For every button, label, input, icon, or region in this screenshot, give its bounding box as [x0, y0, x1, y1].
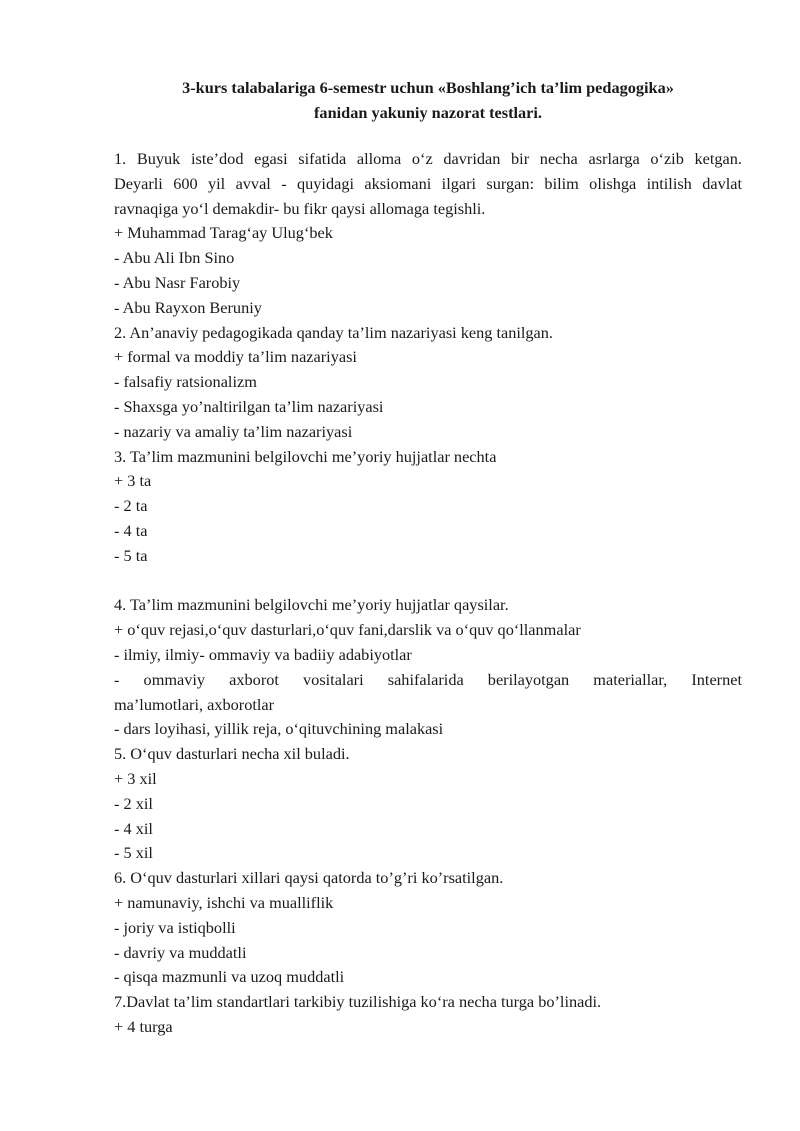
question-3-option-correct: + 3 ta [114, 471, 152, 491]
question-2-option: - Shaxsga yo’naltirilgan ta’lim nazariyasi [114, 396, 384, 416]
question-4-option-correct: + o‘quv rejasi,o‘quv dasturlari,o‘quv fani,darslik va o‘quv qo‘llanmalar [114, 620, 581, 640]
question-5-option: - 5 xil [114, 843, 153, 863]
question-4-text: 4. Ta’lim mazmunini belgilovchi me’yoriy hujjatlar qaysilar. [114, 595, 509, 615]
question-2-option-correct: + formal va moddiy ta’lim nazariyasi [114, 347, 357, 367]
question-1-text-line-1: 1. Buyuk iste’dod egasi sifatida alloma o‘z davridan bir necha asrlarga o‘zib ketgan. [114, 149, 742, 168]
paragraph-spacer [114, 569, 742, 594]
question-4-option: - ilmiy, ilmiy- ommaviy va badiiy adabiyotlar [114, 644, 412, 664]
question-6-option: - joriy va istiqbolli [114, 917, 236, 937]
question-5-option-correct: + 3 xil [114, 768, 157, 788]
question-4-option-continuation: ma’lumotlari, axborotlar [114, 694, 275, 714]
question-3-option: - 2 ta [114, 496, 148, 516]
question-4-option: - dars loyihasi, yillik reja, o‘qituvchining malakasi [114, 719, 444, 739]
question-1-option-correct: + Muhammad Tarag‘ay Ulug‘bek [114, 223, 333, 243]
question-1-option: - Abu Ali Ibn Sino [114, 248, 235, 268]
document-title-line-1: 3-kurs talabalariga 6-semestr uchun «Boshlang’ich ta’lim pedagogika» [182, 78, 674, 97]
question-2-text: 2. An’anaviy pedagogikada qanday ta’lim nazariyasi keng tanilgan. [114, 322, 553, 342]
question-3-option: - 5 ta [114, 545, 148, 565]
question-2-option: - falsafiy ratsionalizm [114, 372, 257, 392]
question-6-option: - qisqa mazmunli va uzoq muddatli [114, 967, 345, 987]
question-7-option-correct: + 4 turga [114, 1016, 173, 1036]
question-1-option: - Abu Rayxon Beruniy [114, 297, 262, 317]
test-content [114, 147, 742, 1040]
question-6-text: 6. O‘quv dasturlari xillari qaysi qatorda to’g’ri ko’rsatilgan. [114, 868, 504, 888]
question-5-option: - 2 xil [114, 793, 153, 813]
question-7-text: 7.Davlat ta’lim standartlari tarkibiy tuzilishiga ko‘ra necha turga bo’linadi. [114, 992, 602, 1012]
document-title-line-2: fanidan yakuniy nazorat testlari. [314, 103, 542, 122]
question-2-option: - nazariy va amaliy ta’lim nazariyasi [114, 421, 353, 441]
question-1-option: - Abu Nasr Farobiy [114, 272, 241, 292]
question-5-text: 5. O‘quv dasturlari necha xil buladi. [114, 744, 350, 764]
question-3-option: - 4 ta [114, 520, 148, 540]
question-3-text: 3. Ta’lim mazmunini belgilovchi me’yoriy hujjatlar nechta [114, 446, 497, 466]
question-5-option: - 4 xil [114, 818, 153, 838]
question-6-option-correct: + namunaviy, ishchi va mualliflik [114, 892, 334, 912]
question-6-option: - davriy va muddatli [114, 942, 247, 962]
question-1-text-line-2: Deyarli 600 yil avval - quyidagi aksiomani ilgari surgan: bilim olishga intilish davlat [114, 173, 742, 193]
question-4-option: - ommaviy axborot vositalari sahifalarida berilayotgan materiallar, Internet [114, 669, 742, 689]
question-1-text-line-3: ravnaqiga yo‘l demakdir- bu fikr qaysi allomaga tegishli. [114, 198, 486, 218]
